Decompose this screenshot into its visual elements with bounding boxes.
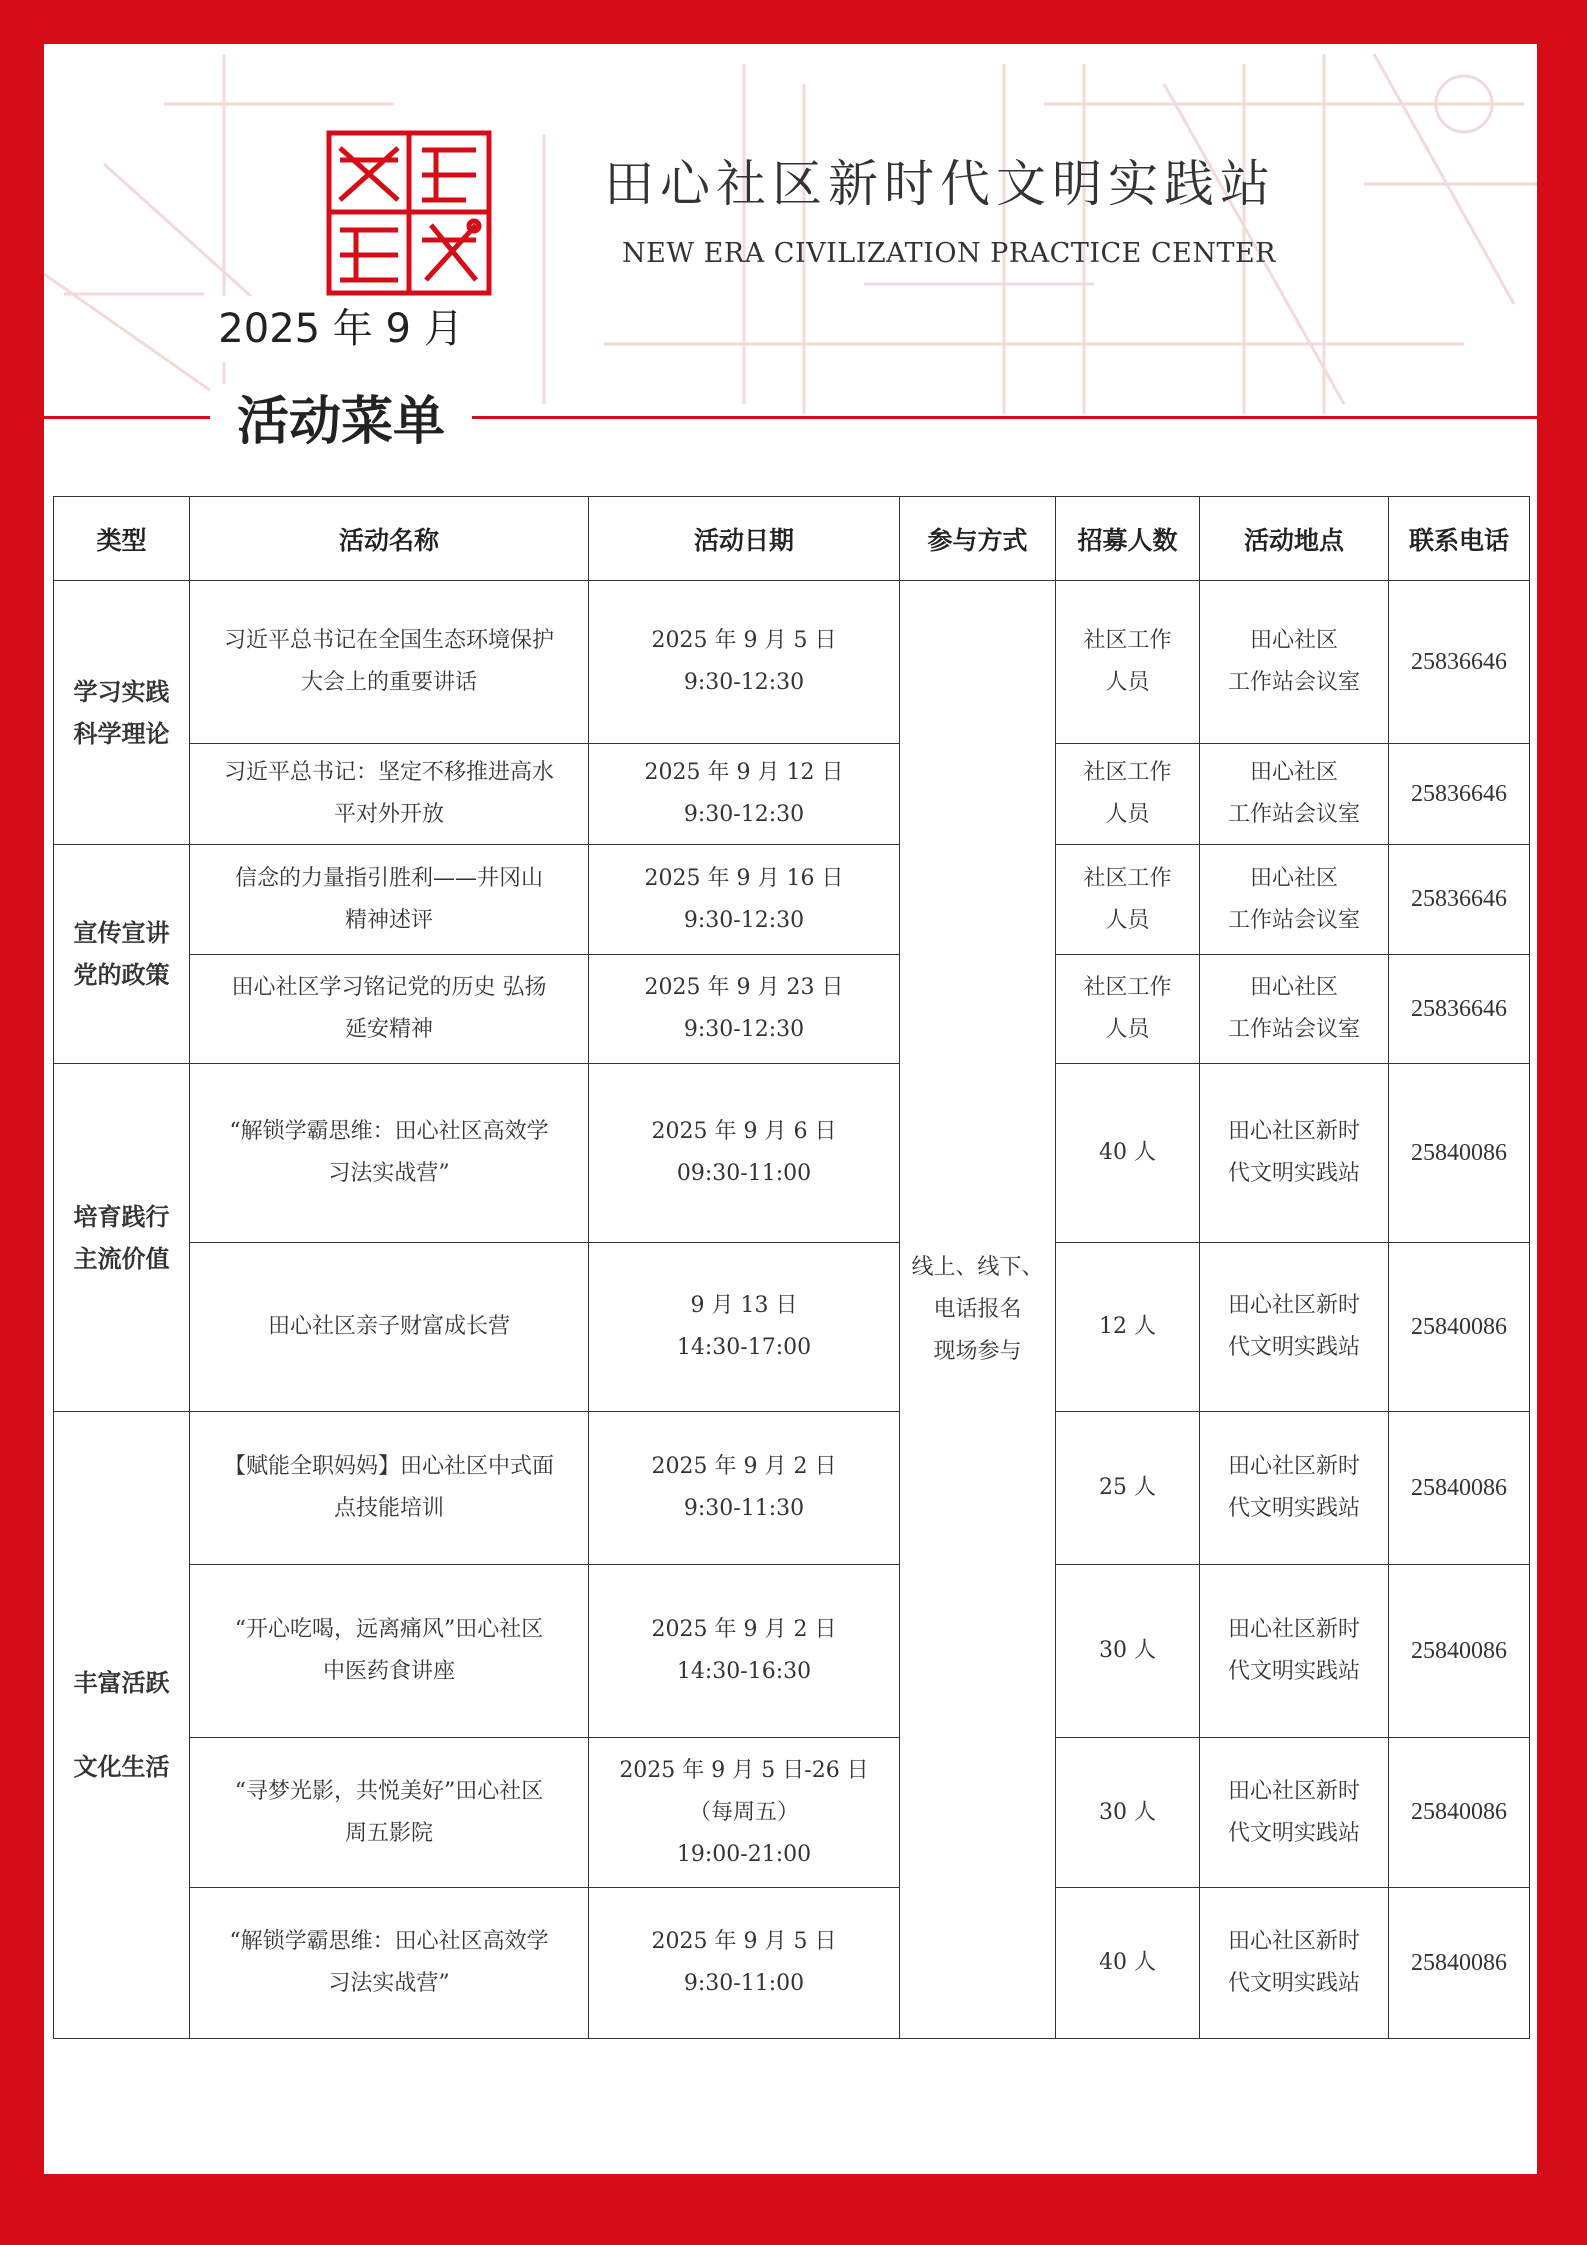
recruit-count: 社区工作 人员 [1056,845,1200,955]
contact-phone: 25840086 [1389,1565,1530,1738]
recruit-count: 社区工作 人员 [1056,955,1200,1064]
recruit-count: 社区工作 人员 [1056,744,1200,845]
recruit-count: 30 人 [1056,1738,1200,1888]
activity-name: “寻梦光影，共悦美好”田心社区 周五影院 [190,1738,589,1888]
table-row [54,1888,1530,2039]
header-location: 活动地点 [1200,497,1389,581]
recruit-count: 社区工作 人员 [1056,581,1200,744]
activity-location: 田心社区新时 代文明实践站 [1200,1565,1389,1738]
header-activity-name: 活动名称 [190,497,589,581]
table-row [54,1738,1530,1888]
poster-page [44,44,1537,2174]
table-row [54,1412,1530,1565]
category-cell: 宣传宣讲 党的政策 [54,845,190,1064]
table-row [54,581,1530,744]
activity-date: 2025 年 9 月 5 日 9:30-11:00 [589,1888,900,2039]
contact-phone: 25836646 [1389,744,1530,845]
category-cell: 学习实践 科学理论 [54,581,190,845]
activity-name: 习近平总书记在全国生态环境保护 大会上的重要讲话 [190,581,589,744]
table-header-row [54,497,1530,581]
activity-date: 9 月 13 日 14:30-17:00 [589,1243,900,1412]
recruit-count: 30 人 [1056,1565,1200,1738]
header-activity-date: 活动日期 [589,497,900,581]
month-label: 2025 年 9 月 [210,296,472,362]
activity-date: 2025 年 9 月 12 日 9:30-12:30 [589,744,900,845]
logo-seal [326,130,492,296]
activity-name: “解锁学霸思维：田心社区高效学 习法实战营” [190,1064,589,1243]
table-row [54,1243,1530,1412]
activity-date: 2025 年 9 月 5 日-26 日 （每周五） 19:00-21:00 [589,1738,900,1888]
table-row [54,1565,1530,1738]
table-row [54,744,1530,845]
contact-phone: 25840086 [1389,1412,1530,1565]
activity-date: 2025 年 9 月 16 日 9:30-12:30 [589,845,900,955]
activity-date: 2025 年 9 月 6 日 09:30-11:00 [589,1064,900,1243]
center-title-en: NEW ERA CIVILIZATION PRACTICE CENTER [622,238,1276,269]
recruit-count: 25 人 [1056,1412,1200,1565]
activity-location: 田心社区新时 代文明实践站 [1200,1064,1389,1243]
center-title-cn: 田心社区新时代文明实践站 [604,155,1276,213]
contact-phone: 25836646 [1389,581,1530,744]
recruit-count: 40 人 [1056,1888,1200,2039]
activity-name: 田心社区学习铭记党的历史 弘扬 延安精神 [190,955,589,1064]
contact-phone: 25836646 [1389,845,1530,955]
activity-name: 信念的力量指引胜利——井冈山 精神述评 [190,845,589,955]
participation-cell: 线上、线下、 电话报名 现场参与 [900,581,1056,2039]
contact-phone: 25840086 [1389,1738,1530,1888]
activity-table [53,496,1530,2039]
contact-phone: 25836646 [1389,955,1530,1064]
activity-location: 田心社区 工作站会议室 [1200,955,1389,1064]
category-cell: 丰富活跃 文化生活 [54,1412,190,2039]
activity-location: 田心社区新时 代文明实践站 [1200,1243,1389,1412]
activity-name: 习近平总书记：坚定不移推进高水 平对外开放 [190,744,589,845]
category-cell: 培育践行 主流价值 [54,1064,190,1412]
activity-location: 田心社区新时 代文明实践站 [1200,1738,1389,1888]
menu-title: 活动菜单 [210,384,472,460]
activity-location: 田心社区 工作站会议室 [1200,581,1389,744]
table-row [54,955,1530,1064]
background-pattern [44,44,1537,424]
activity-date: 2025 年 9 月 5 日 9:30-12:30 [589,581,900,744]
activity-location: 田心社区 工作站会议室 [1200,744,1389,845]
table-row [54,845,1530,955]
activity-date: 2025 年 9 月 2 日 14:30-16:30 [589,1565,900,1738]
recruit-count: 40 人 [1056,1064,1200,1243]
table-row [54,1064,1530,1243]
header-type: 类型 [54,497,190,581]
header-participation: 参与方式 [900,497,1056,581]
activity-location: 田心社区 工作站会议室 [1200,845,1389,955]
activity-location: 田心社区新时 代文明实践站 [1200,1412,1389,1565]
contact-phone: 25840086 [1389,1243,1530,1412]
activity-name: “解锁学霸思维：田心社区高效学 习法实战营” [190,1888,589,2039]
activity-date: 2025 年 9 月 23 日 9:30-12:30 [589,955,900,1064]
contact-phone: 25840086 [1389,1064,1530,1243]
activity-name: “开心吃喝，远离痛风”田心社区 中医药食讲座 [190,1565,589,1738]
activity-date: 2025 年 9 月 2 日 9:30-11:30 [589,1412,900,1565]
activity-location: 田心社区新时 代文明实践站 [1200,1888,1389,2039]
activity-name: 田心社区亲子财富成长营 [190,1243,589,1412]
activity-name: 【赋能全职妈妈】田心社区中式面 点技能培训 [190,1412,589,1565]
header-phone: 联系电话 [1389,497,1530,581]
contact-phone: 25840086 [1389,1888,1530,2039]
recruit-count: 12 人 [1056,1243,1200,1412]
header-recruit-count: 招募人数 [1056,497,1200,581]
